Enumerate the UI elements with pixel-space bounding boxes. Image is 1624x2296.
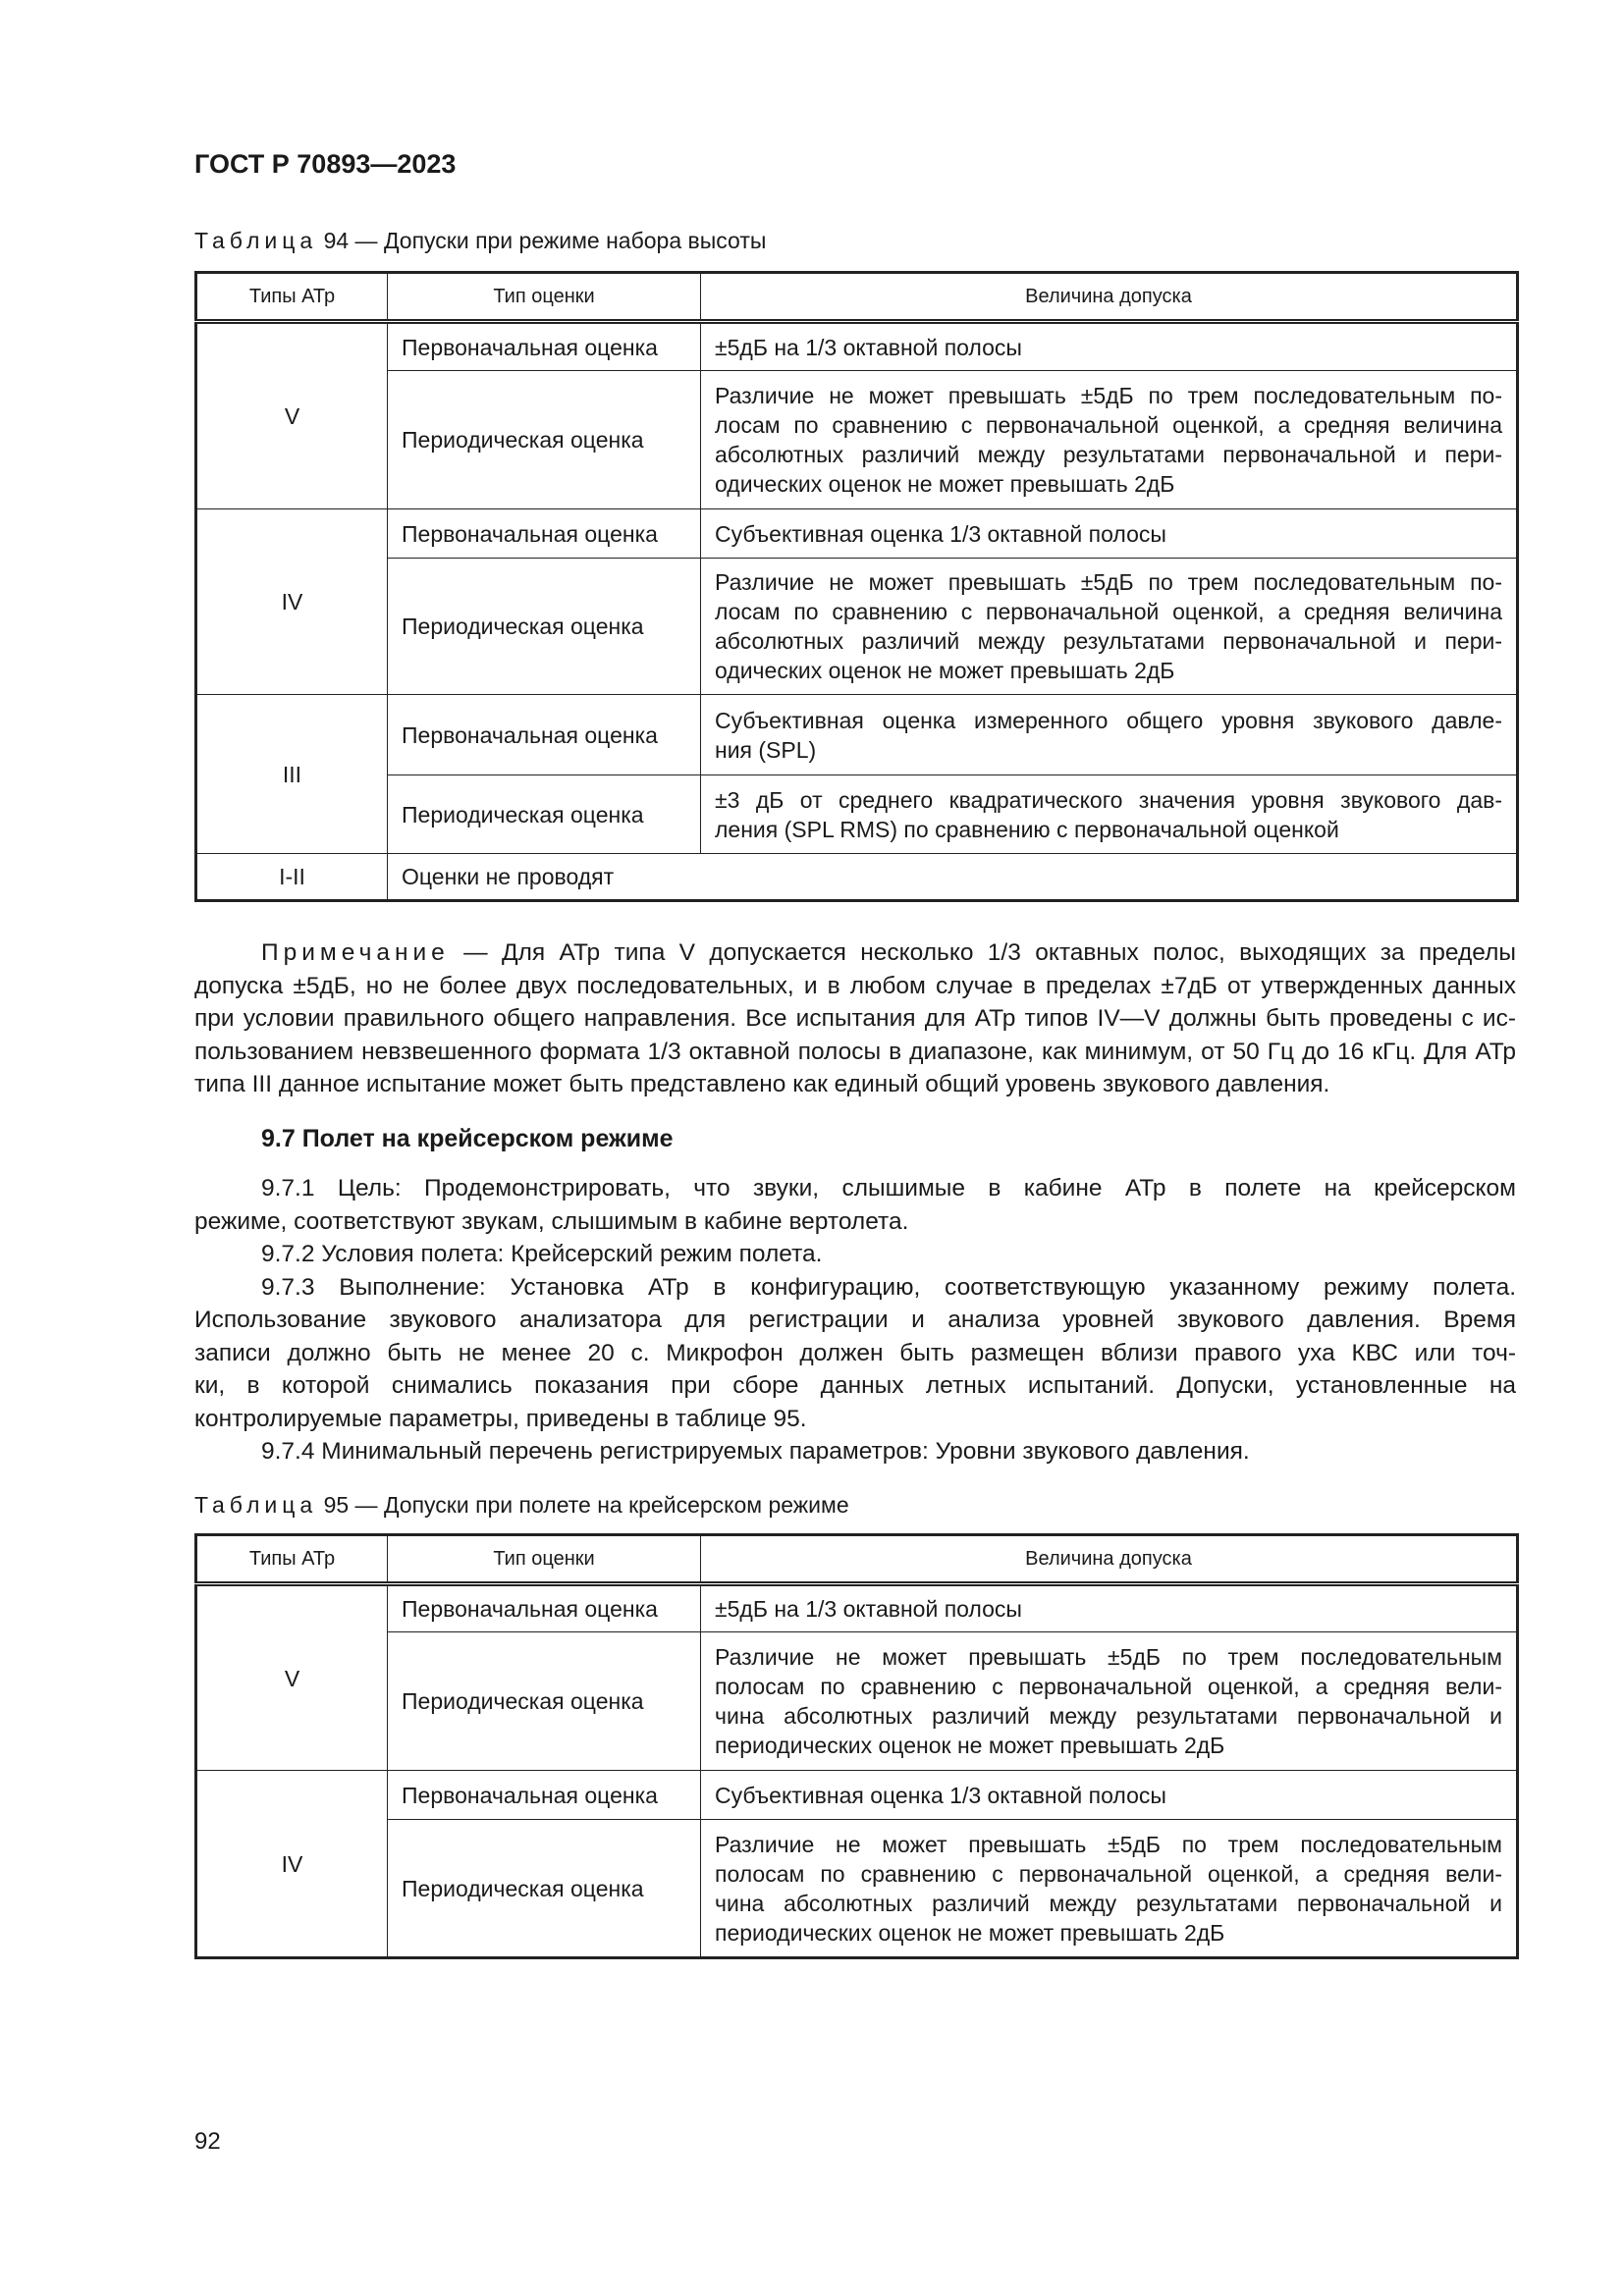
atr-type-cell: III	[196, 695, 388, 854]
section-heading: 9.7 Полет на крейсерском режиме	[261, 1125, 674, 1152]
tolerance-line: Субъективная оценка 1/3 октавной полосы	[715, 1782, 1166, 1808]
tolerance-cell	[701, 1771, 1518, 1820]
assessment-type-cell: Периодическая оценка	[388, 1820, 701, 1958]
paragraph	[194, 1172, 1516, 1238]
tolerance-line: периодических оценок не может превышать 2дБ	[715, 1919, 1225, 1946]
paragraph	[194, 1271, 1516, 1436]
table-row	[196, 775, 1518, 854]
table-row	[196, 559, 1518, 695]
table-row	[196, 509, 1518, 559]
table-row	[196, 1820, 1518, 1958]
assessment-type-cell: Периодическая оценка	[388, 1632, 701, 1771]
tolerance-line: чина абсолютных различий между результатами первоначальной и	[715, 1703, 1502, 1729]
tolerance-line: Различие не может превышать ±5дБ по трем последовательным	[715, 1644, 1502, 1670]
assessment-type-cell: Первоначальная оценка	[388, 509, 701, 559]
tolerance-line: полосам по сравнению с первоначальной оценкой, а средняя вели-	[715, 1860, 1502, 1887]
assessment-type-cell: Периодическая оценка	[388, 775, 701, 854]
note-line: пользованием невзвешенного формата 1/3 октавной полосы в диапазоне, как минимум, от 50 Гц до 16 кГц. Для АТр	[194, 1038, 1516, 1065]
tolerance-cell	[701, 695, 1518, 775]
tolerance-line: абсолютных различий между результатами первоначальной и пери-	[715, 442, 1502, 467]
assessment-type-cell: Первоначальная оценка	[388, 1584, 701, 1632]
note-label: Примечание	[261, 939, 450, 966]
tolerance-cell	[701, 1632, 1518, 1771]
note-line: типа III данное испытание может быть представлено как единый общий уровень звукового давления.	[194, 1071, 1330, 1097]
column-header: Тип оценки	[388, 1535, 701, 1584]
table-row	[196, 1632, 1518, 1771]
assessment-type-cell: Первоначальная оценка	[388, 695, 701, 775]
caption-text: 95 — Допуски при полете на крейсерском режиме	[323, 1492, 849, 1518]
column-header: Типы АТр	[196, 1535, 388, 1584]
tolerance-cell	[701, 559, 1518, 695]
section-body	[194, 1172, 1516, 1468]
paragraph-line: 9.7.3 Выполнение: Установка АТр в конфигурацию, соответствующую указанному режиму полета.	[261, 1273, 1516, 1301]
tolerance-cell	[701, 509, 1518, 559]
table-row	[196, 1584, 1518, 1632]
table-row	[196, 1771, 1518, 1820]
tolerance-line: ±3 дБ от среднего квадратического значения уровня звукового дав-	[715, 786, 1502, 813]
atr-type-cell: IV	[196, 509, 388, 695]
tolerance-line: полосам по сравнению с первоначальной оценкой, а средняя вели-	[715, 1674, 1502, 1699]
paragraph-line: записи должно быть не менее 20 с. Микрофон должен быть размещен вблизи правого уха КВС или точ-	[194, 1339, 1516, 1366]
assessment-type-cell: Первоначальная оценка	[388, 322, 701, 371]
column-header: Величина допуска	[701, 1535, 1518, 1584]
paragraph-line: контролируемые параметры, приведены в таблице 95.	[194, 1405, 807, 1432]
tolerance-cell	[701, 1820, 1518, 1958]
tolerance-line: Субъективная оценка измеренного общего уровня звукового давле-	[715, 707, 1502, 733]
tolerance-cell	[701, 1584, 1518, 1632]
paragraph	[194, 1435, 1516, 1468]
tolerance-cell	[701, 371, 1518, 509]
atr-type-cell: IV	[196, 1771, 388, 1958]
table-row	[196, 371, 1518, 509]
tolerance-cell	[701, 775, 1518, 854]
paragraph-line: ки, в которой снимались показания при сборе данных летных испытаний. Допуски, установленные на	[194, 1372, 1516, 1399]
column-header: Тип оценки	[388, 273, 701, 322]
paragraph	[194, 1238, 1516, 1271]
column-header: Типы АТр	[196, 273, 388, 322]
atr-type-cell: V	[196, 1584, 388, 1771]
note	[194, 936, 1516, 1101]
tolerance-line: одических оценок не может превышать 2дБ	[715, 471, 1175, 497]
atr-type-cell: I-II	[196, 854, 388, 901]
paragraph-line: Использование звукового анализатора для регистрации и анализа уровней звукового давления. Время	[194, 1307, 1516, 1333]
atr-type-cell: V	[196, 322, 388, 509]
caption-label: Таблица	[194, 1492, 318, 1518]
tolerance-line: Субъективная оценка 1/3 октавной полосы	[715, 520, 1166, 547]
note-line	[194, 936, 1516, 970]
tolerance-line: одических оценок не может превышать 2дБ	[715, 658, 1175, 683]
assessment-type-cell: Периодическая оценка	[388, 371, 701, 509]
tolerance-line: периодических оценок не может превышать 2дБ	[715, 1733, 1225, 1758]
paragraph-line: 9.7.4 Минимальный перечень регистрируемых параметров: Уровни звукового давления.	[261, 1438, 1250, 1465]
table-95-caption	[194, 1492, 849, 1519]
tolerance-line: чина абсолютных различий между результатами первоначальной и	[715, 1890, 1502, 1916]
paragraph-line: 9.7.2 Условия полета: Крейсерский режим полета.	[261, 1241, 823, 1267]
table-94-caption	[194, 228, 766, 254]
tolerance-cell	[701, 322, 1518, 371]
tolerance-line: ния (SPL)	[715, 736, 817, 763]
tolerance-line: ±5дБ на 1/3 октавной полосы	[715, 1596, 1022, 1622]
caption-label: Таблица	[194, 228, 318, 253]
note-text: — Для АТр типа V допускается несколько 1/3 октавных полос, выходящих за пределы	[463, 939, 1516, 966]
caption-text: 94 — Допуски при режиме набора высоты	[323, 228, 767, 253]
table-row	[196, 322, 1518, 371]
page-number: 92	[194, 2128, 221, 2155]
tolerance-line: абсолютных различий между результатами первоначальной и пери-	[715, 628, 1502, 654]
tolerance-line: ±5дБ на 1/3 октавной полосы	[715, 334, 1022, 360]
table-row	[196, 854, 1518, 901]
table-94	[194, 271, 1519, 902]
assessment-type-cell: Первоначальная оценка	[388, 1771, 701, 1820]
tolerance-line: Различие не может превышать ±5дБ по трем последовательным по-	[715, 383, 1502, 408]
note-line: при условии правильного общего направления. Все испытания для АТр типов IV—V должны быть проведены с ис-	[194, 1005, 1516, 1032]
assessment-note-cell: Оценки не проводят	[388, 854, 1518, 901]
note-line: допуска ±5дБ, но не более двух последовательных, и в любом случае в пределах ±7дБ от утвержденных данных	[194, 972, 1516, 999]
tolerance-line: лосам по сравнению с первоначальной оценкой, а средняя величина	[715, 412, 1502, 438]
document-title: ГОСТ Р 70893—2023	[194, 149, 457, 179]
tolerance-line: лосам по сравнению с первоначальной оценкой, а средняя величина	[715, 599, 1502, 624]
tolerance-line: Различие не может превышать ±5дБ по трем последовательным	[715, 1831, 1502, 1857]
table-row	[196, 695, 1518, 775]
table-95	[194, 1533, 1519, 1959]
column-header: Величина допуска	[701, 273, 1518, 322]
tolerance-line: Различие не может превышать ±5дБ по трем последовательным по-	[715, 569, 1502, 595]
paragraph-line: режиме, соответствуют звукам, слышимым в кабине вертолета.	[194, 1207, 909, 1235]
assessment-type-cell: Периодическая оценка	[388, 559, 701, 695]
paragraph-line: 9.7.1 Цель: Продемонстрировать, что звуки, слышимые в кабине АТр в полете на крейсерском	[261, 1175, 1516, 1201]
tolerance-line: ления (SPL RMS) по сравнению с первоначальной оценкой	[715, 816, 1339, 842]
